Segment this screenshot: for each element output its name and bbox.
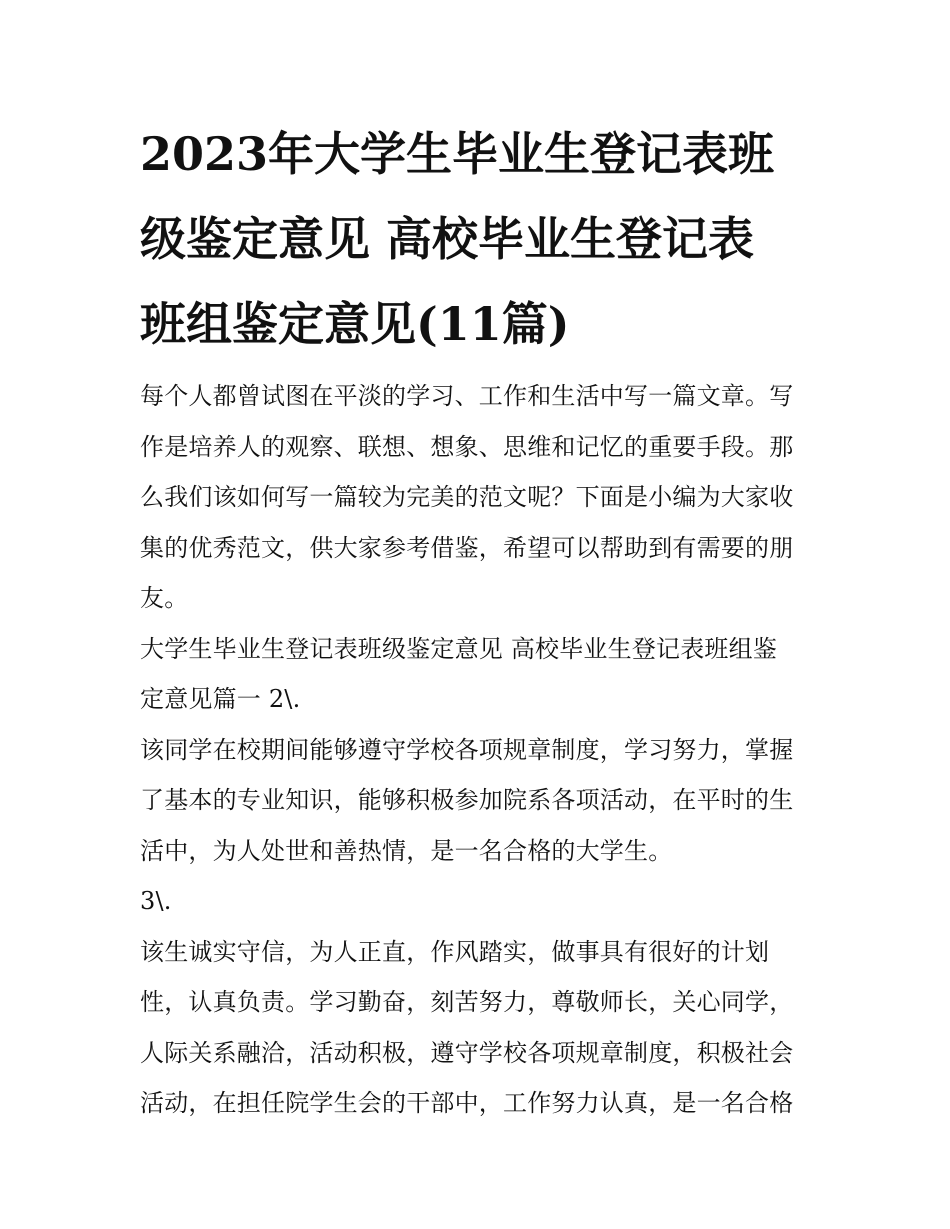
document-title xyxy=(140,112,812,367)
text-line: 活动，在担任院学生会的干部中，工作努力认真，是一名合格 xyxy=(140,1089,794,1117)
title-line: 班组鉴定意见(11篇) xyxy=(140,297,570,351)
paragraph-2 xyxy=(140,927,812,1129)
text-line: 每个人都曾试图在平淡的学习、工作和生活中写一篇文章。写 xyxy=(140,382,794,410)
text-line: 么我们该如何写一篇较为完美的范文呢？下面是小编为大家收 xyxy=(140,483,794,511)
text-line: 3\. xyxy=(140,887,172,915)
paragraph-1 xyxy=(140,725,812,877)
text-line: 友。 xyxy=(140,584,189,612)
text-line: 人际关系融洽，活动积极，遵守学校各项规章制度，积极社会 xyxy=(140,1038,794,1067)
text-line: 该生诚实守信，为人正直，作风踏实，做事具有很好的计划 xyxy=(140,937,770,966)
text-line: 定意见篇一 2\. xyxy=(140,685,301,713)
title-line: 级鉴定意见 高校毕业生登记表 xyxy=(140,212,755,266)
text-line: 了基本的专业知识，能够积极参加院系各项活动，在平时的生 xyxy=(140,786,794,814)
text-line: 该同学在校期间能够遵守学校各项规章制度，学习努力，掌握 xyxy=(140,735,794,764)
text-line: 活中，为人处世和善热情，是一名合格的大学生。 xyxy=(140,836,673,865)
text-line: 性，认真负责。学习勤奋，刻苦努力，尊敬师长，关心同学， xyxy=(140,988,794,1016)
document-page xyxy=(140,112,812,1129)
intro-paragraph xyxy=(140,371,812,624)
item-number xyxy=(140,876,812,927)
text-line: 作是培养人的观察、联想、想象、思维和记忆的重要手段。那 xyxy=(140,432,794,461)
title-line: 2023年大学生毕业生登记表班 xyxy=(140,127,775,181)
text-line: 集的优秀范文，供大家参考借鉴，希望可以帮助到有需要的朋 xyxy=(140,533,794,562)
document-body xyxy=(140,371,812,1129)
section-heading xyxy=(140,624,812,725)
text-line: 大学生毕业生登记表班级鉴定意见 高校毕业生登记表班组鉴 xyxy=(140,634,778,663)
